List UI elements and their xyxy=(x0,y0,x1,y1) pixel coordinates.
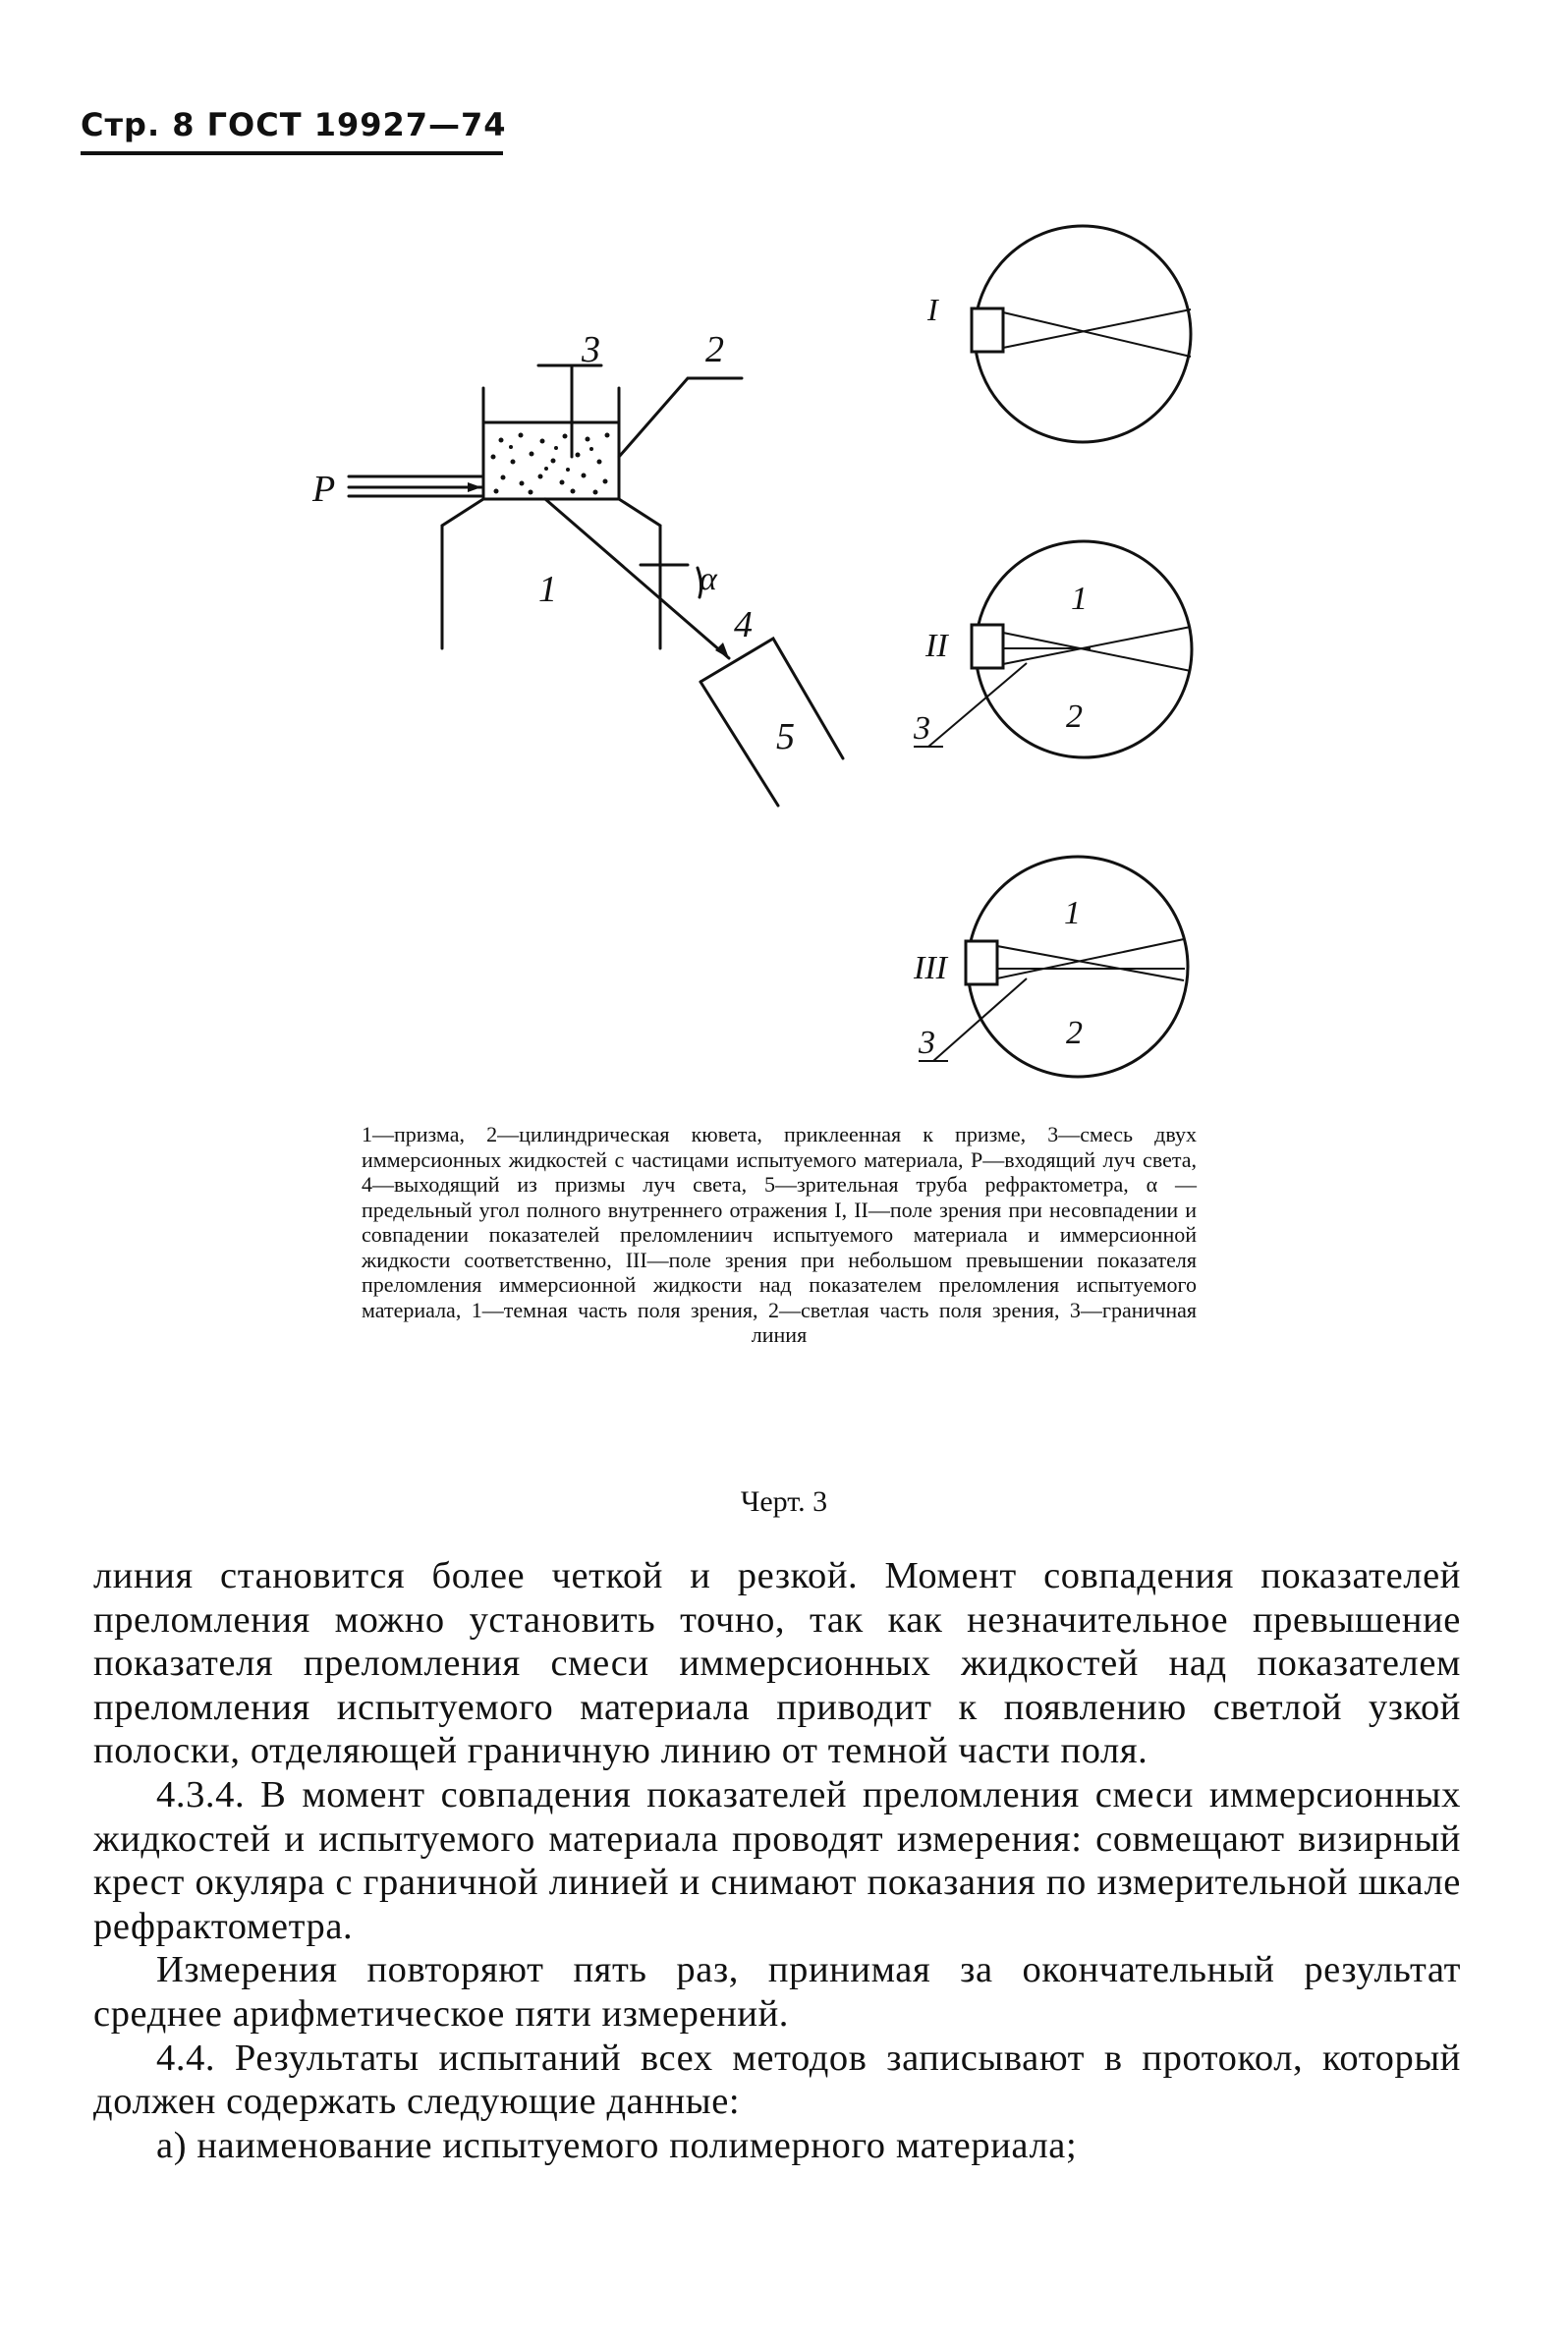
label-alpha: α xyxy=(700,561,717,597)
refractometer-diagram xyxy=(0,0,1568,1110)
label-1: 1 xyxy=(538,569,557,610)
figure-caption: 1—призма, 2—цилиндрическая кювета, приклеенная к призме, 3—смесь двух иммерсионных жидкостей с частицами испытуемого материала, P—входящий луч света, 4—выходящий из призмы луч света, 5—зрительная труба рефрактометра, α —предельный угол полного внутреннего отражения I, II—поле зрения при несовпадении и совпадении показателей преломлениич испытуемого материала и иммерсионной жидкости соответственно, III—поле зрения при небольшом превышении показателя преломления иммерсионной жидкости над показателем преломления испытуемого материала, 1—темная часть поля зрения, 2—светлая часть поля зрения, 3—граничная линия xyxy=(362,1122,1197,1347)
telescope-tube xyxy=(700,639,843,758)
scale-marker xyxy=(972,625,1003,668)
dark-part-label: 1 xyxy=(1071,581,1088,617)
field-of-view-iii xyxy=(913,857,1188,1077)
label-2: 2 xyxy=(705,329,724,370)
page-header: Стр. 8 ГОСТ 19927—74 xyxy=(81,106,507,143)
arrow-head xyxy=(715,642,729,658)
body-text xyxy=(93,1554,1461,2167)
figure-label: Черт. 3 xyxy=(740,1485,828,1518)
field-of-view-ii xyxy=(913,541,1192,757)
light-part-label: 2 xyxy=(1066,698,1083,735)
light-part-label: 2 xyxy=(1066,1015,1083,1051)
label-3: 3 xyxy=(582,329,600,370)
roman-label: II xyxy=(925,628,948,664)
dark-part-label: 1 xyxy=(1064,895,1081,931)
label-p: P xyxy=(312,469,336,510)
telescope-tube xyxy=(700,682,778,806)
paragraph-4-3-4: 4.3.4. В момент совпадения показателей преломления смеси иммерсионных жидкостей и испытуемого материала проводят измерения: совмещают визирный крест окуляра с граничной линией и снимают показания по измерительной шкале рефрактометра. xyxy=(93,1773,1461,1947)
label-2-leader xyxy=(619,378,742,457)
label-4: 4 xyxy=(734,604,753,645)
roman-label: III xyxy=(914,950,947,986)
boundary-leader xyxy=(933,978,1027,1061)
roman-label: I xyxy=(927,292,938,327)
paragraph-4-4: 4.4. Результаты испытаний всех методов записывают в протокол, который должен содержать следующие данные: xyxy=(93,2037,1461,2123)
arrow-head xyxy=(468,482,481,492)
paragraph-continuation: линия становится более четкой и резкой. Момент совпадения показателей преломления можно установить точно, так как незначительное превышение показателя преломления смеси иммерсионных жидкостей над показателем преломления испытуемого материала приводит к появлению светлой узкой полоски, отделяющей граничную линию от темной части поля. xyxy=(93,1555,1461,1772)
prism-left-side xyxy=(442,499,483,648)
list-item-a: а) наименование испытуемого полимерного материала; xyxy=(156,2124,1078,2166)
scale-marker xyxy=(966,941,997,984)
particles xyxy=(491,433,610,495)
field-of-view-i xyxy=(926,226,1191,442)
boundary-line-label: 3 xyxy=(919,1025,935,1061)
label-5: 5 xyxy=(776,716,795,757)
boundary-line-label: 3 xyxy=(914,710,930,747)
scale-marker xyxy=(972,308,1003,352)
paragraph-repeat-measurements: Измерения повторяют пять раз, принимая за окончательный результат среднее арифметическое пяти измерений. xyxy=(93,1949,1461,2035)
prism-right-side xyxy=(619,499,660,648)
